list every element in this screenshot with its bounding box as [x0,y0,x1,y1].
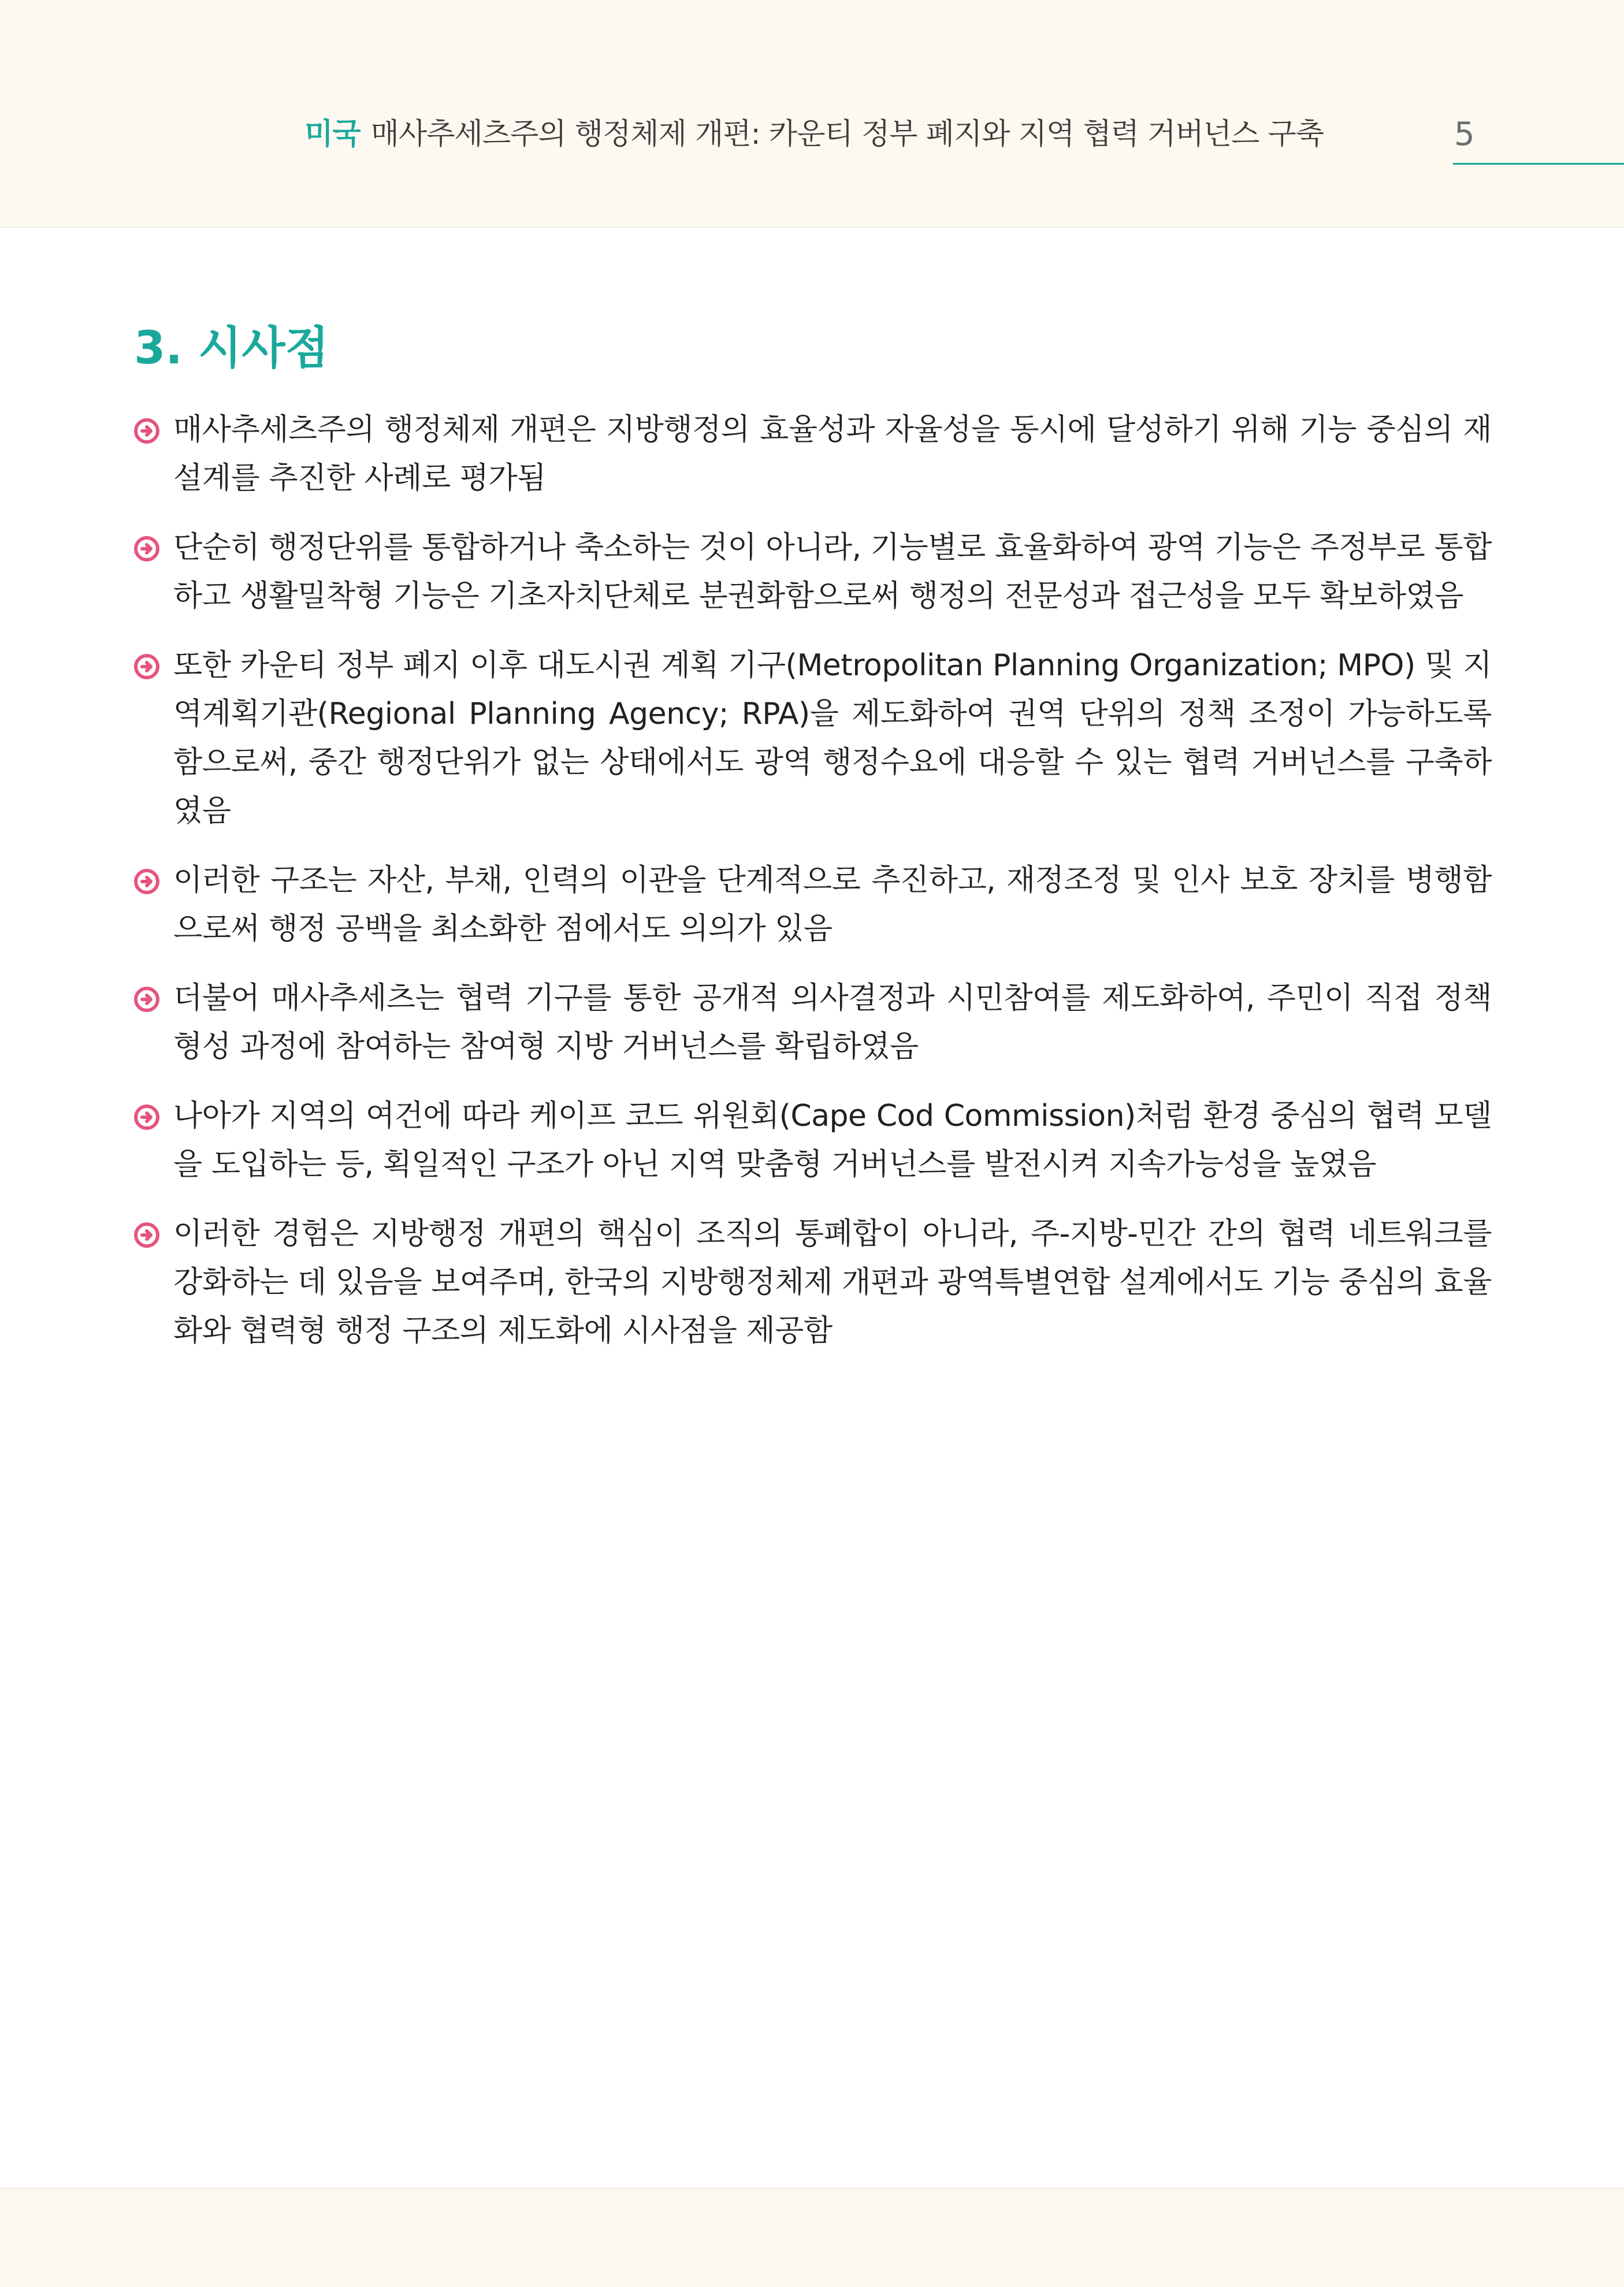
bullet-item [134,641,1492,835]
page-number: 5 [1454,116,1475,153]
bullet-list [134,406,1492,1376]
header-country: 미국 [304,117,361,151]
running-header [304,114,1324,155]
bullet-text: 이러한 경험은 지방행정 개편의 핵심이 조직의 통폐합이 아니라, 주-지방-민간 간의 협력 네트워크를 강화하는 데 있음을 보여주며, 한국의 지방행정체제 개편과 광역특별연합 설계에서도 기능 중심의 효율화와 협력형 행정 구조의 제도화에 시사점을 제공함 [173,1217,1492,1348]
bullet-text: 또한 카운티 정부 폐지 이후 대도시권 계획 기구(Metropolitan Planning Organization; MPO) 및 지역계획기관(Regional Planning Agency; RPA)을 제도화하여 권역 단위의 정책 조정이 가능하도록 함으로써, 중간 행정단위가 없는 상태에서도 광역 행정수요에 대응할 수 있는 협력 거버넌스를 구축하였음 [173,648,1492,828]
arrow-circle-icon [134,1105,159,1130]
arrow-circle-icon [134,987,159,1012]
bullet-text: 나아가 지역의 여건에 따라 케이프 코드 위원회(Cape Cod Commission)처럼 환경 중심의 협력 모델을 도입하는 등, 획일적인 구조가 아닌 지역 맞춤형 거버넌스를 발전시켜 지속가능성을 높였음 [173,1099,1492,1182]
bullet-item [134,974,1492,1071]
bullet-text: 매사추세츠주의 행정체제 개편은 지방행정의 효율성과 자율성을 동시에 달성하기 위해 기능 중심의 재설계를 추진한 사례로 평가됨 [173,412,1492,496]
arrow-circle-icon [134,654,159,679]
bullet-item [134,406,1492,503]
header-title: 매사추세츠주의 행정체제 개편: 카운티 정부 폐지와 지역 협력 거버넌스 구축 [370,117,1324,151]
arrow-circle-icon [134,418,159,444]
footer-band [0,2188,1624,2287]
arrow-circle-icon [134,1222,159,1248]
section-title: 3. 시사점 [134,322,329,374]
bullet-text: 단순히 행정단위를 통합하거나 축소하는 것이 아니라, 기능별로 효율화하여 광역 기능은 주정부로 통합하고 생활밀착형 기능은 기초자치단체로 분권화함으로써 행정의 전문성과 접근성을 모두 확보하였음 [173,530,1492,613]
bullet-item [134,523,1492,620]
header-band [0,0,1624,228]
bullet-item [134,1092,1492,1189]
bullet-item [134,856,1492,953]
arrow-circle-icon [134,869,159,894]
bullet-text: 더불어 매사추세츠는 협력 기구를 통한 공개적 의사결정과 시민참여를 제도화하여, 주민이 직접 정책 형성 과정에 참여하는 참여형 지방 거버넌스를 확립하였음 [173,981,1492,1064]
bullet-item [134,1210,1492,1355]
page-number-rule [1453,163,1624,165]
bullet-text: 이러한 구조는 자산, 부채, 인력의 이관을 단계적으로 추진하고, 재정조정 및 인사 보호 장치를 병행함으로써 행정 공백을 최소화한 점에서도 의의가 있음 [173,863,1492,946]
arrow-circle-icon [134,536,159,561]
